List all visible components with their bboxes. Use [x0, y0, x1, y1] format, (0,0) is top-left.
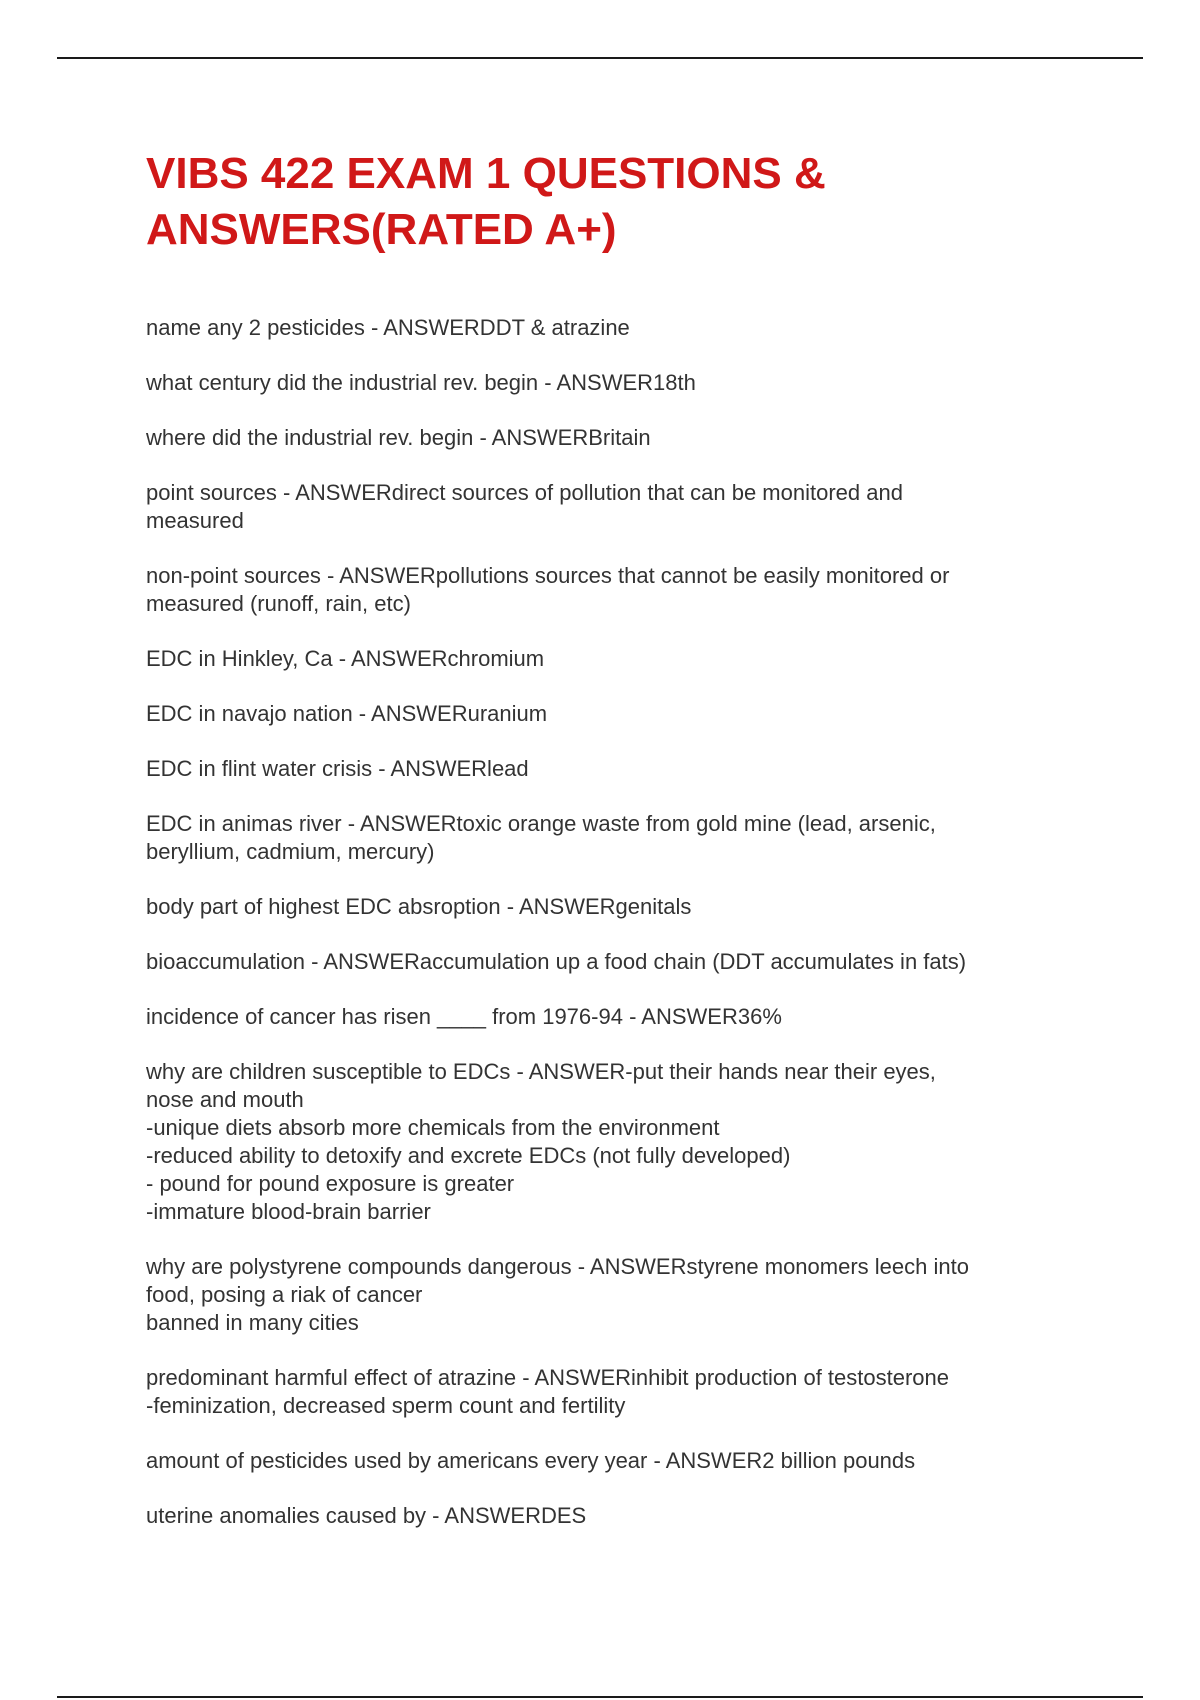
qa-list	[146, 314, 1146, 1557]
qa-item: why are polystyrene compounds dangerous - ANSWERstyrene monomers leech into food, posing a riak of cancer banned in many cities	[146, 1254, 969, 1335]
bottom-rule	[57, 1696, 1143, 1698]
qa-item: non-point sources - ANSWERpollutions sources that cannot be easily monitored or measured (runoff, rain, etc)	[146, 563, 950, 616]
qa-item: uterine anomalies caused by - ANSWERDES	[146, 1503, 587, 1528]
qa-item: amount of pesticides used by americans every year - ANSWER2 billion pounds	[146, 1448, 916, 1473]
qa-item: why are children susceptible to EDCs - ANSWER-put their hands near their eyes, nose and mouth -unique diets absorb more chemicals from the environment -reduced ability to detoxify and excrete EDCs (not fully developed) - pound for pound exposure is greater -immature blood-brain barrier	[146, 1059, 936, 1224]
qa-item: bioaccumulation - ANSWERaccumulation up a food chain (DDT accumulates in fats)	[146, 949, 967, 974]
qa-item: EDC in Hinkley, Ca - ANSWERchromium	[146, 646, 545, 671]
qa-item: what century did the industrial rev. begin - ANSWER18th	[146, 370, 696, 395]
qa-item: EDC in animas river - ANSWERtoxic orange waste from gold mine (lead, arsenic, beryllium, cadmium, mercury)	[146, 811, 936, 864]
document-title: VIBS 422 EXAM 1 QUESTIONS & ANSWERS(RATED A+)	[146, 149, 826, 254]
qa-item: EDC in flint water crisis - ANSWERlead	[146, 756, 529, 781]
qa-item: EDC in navajo nation - ANSWERuranium	[146, 701, 548, 726]
qa-item: name any 2 pesticides - ANSWERDDT & atrazine	[146, 315, 630, 340]
qa-item: point sources - ANSWERdirect sources of pollution that can be monitored and measured	[146, 480, 903, 533]
qa-item: where did the industrial rev. begin - ANSWERBritain	[146, 425, 651, 450]
qa-item: predominant harmful effect of atrazine - ANSWERinhibit production of testosterone -feminization, decreased sperm count and fertility	[146, 1365, 950, 1418]
top-rule	[57, 57, 1143, 59]
qa-item: incidence of cancer has risen ____ from 1976-94 - ANSWER36%	[146, 1004, 782, 1029]
qa-item: body part of highest EDC absroption - ANSWERgenitals	[146, 894, 692, 919]
